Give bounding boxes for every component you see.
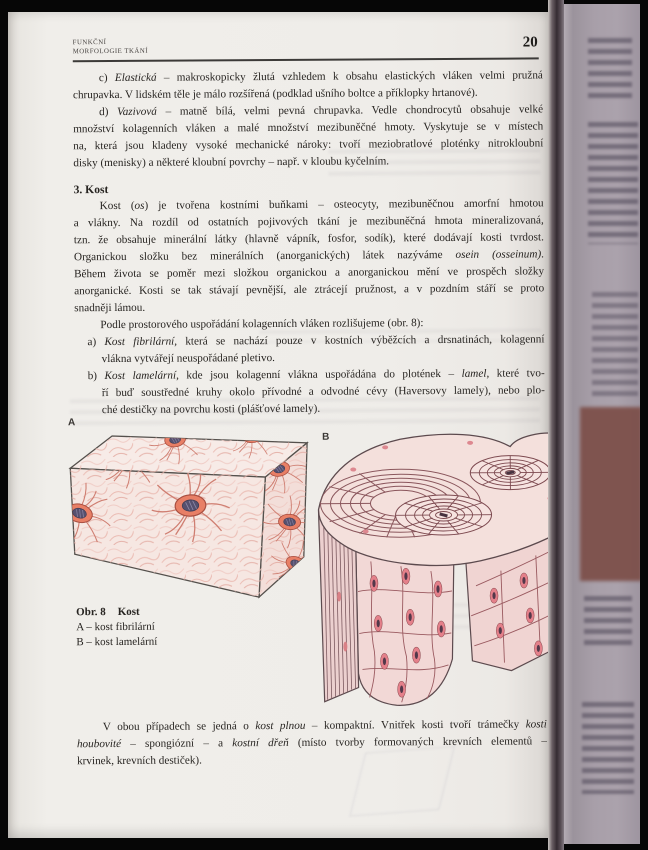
- blurred-figure: [580, 407, 642, 581]
- caption-legend-a: A – kost fibrilární: [76, 620, 155, 634]
- running-header-line1: FUNKČNÍ: [72, 39, 107, 47]
- bone-illustration: [55, 410, 552, 723]
- text-line: množství kolagenních vláken a malé množství mezibuněčné hmoty. Vyskytuje se v místech: [73, 120, 544, 136]
- text-line: chrupavka. V lidském těle je málo rozšířená (podklad ušního boltce a příklopky hrtanové).: [72, 86, 478, 102]
- text-line: krvinek, krevních destiček).: [77, 754, 202, 768]
- caption-name: Kost: [117, 605, 140, 618]
- photo-black-edge: [640, 0, 648, 850]
- section-heading: 3. Kost: [73, 183, 109, 197]
- blurred-text-lines: [582, 702, 634, 794]
- lamellar-bone-cylinders: [318, 433, 552, 706]
- header-rule: [73, 57, 539, 61]
- showthrough-text: [259, 328, 541, 343]
- blurred-caption-lines: [584, 596, 632, 648]
- page-content: [5, 10, 550, 839]
- text-line: d) Vazivová – matně bílá, velmi pevná chrupavka. Vedle chondrocytů obsahuje velké: [99, 103, 544, 119]
- text-column: [73, 67, 545, 419]
- running-header: [73, 39, 148, 56]
- text-line: b) Kost lamelární, kde jsou kolagenní vlákna uspořádána do plotének – lamel, které tvo-: [87, 367, 545, 383]
- text-line: Podle prostorového uspořádání kolagenních vláken rozlišujeme (obr. 8):: [100, 317, 424, 332]
- text-line: V obou případech se jedná o kost plnou – kompaktní. Vnitřek kosti tvoří trámečky kosti: [102, 718, 547, 734]
- text-line: a) Kost fibrilární, která se nachází pouze v kostních výběžcích a drsnatinách, kolagenní: [87, 333, 545, 349]
- caption-title: [76, 605, 157, 620]
- book-gutter-shadow: [548, 0, 564, 850]
- book-page: [8, 12, 548, 838]
- text-line: c) Elastická – makroskopicky žlutá vzhledem k obsahu elastických vláken velmi pružná: [98, 69, 543, 85]
- figure-caption: [76, 605, 157, 650]
- caption-legend-b: B – kost lamelární: [76, 635, 158, 649]
- text-line: tzn. že obsahuje minerální látky (hlavně vápník, fosfor, sodík), které dodávají kosti tvrdost.: [73, 231, 544, 247]
- opposing-page: [564, 4, 640, 844]
- running-header-line2: MORFOLOGIE TKÁNÍ: [72, 47, 149, 55]
- text-line: Kost (os) je tvořena kostními buňkami – osteocyty, mezibuněčnou amorfní hmotou: [99, 197, 544, 213]
- blurred-text-lines: [588, 38, 632, 104]
- text-line: Organickou složku bez minerálních (anorganických) látek nazýváme osein (osseinum).: [73, 248, 544, 264]
- page-number: 20: [522, 34, 538, 51]
- showthrough-text: [328, 148, 540, 176]
- text-line: a vlákny. Na rozdíl od ostatních pojivových tkání je mezibuněčná hmota mineralizovaná,: [73, 214, 544, 230]
- text-line: vlákna vytvářejí neuspořádané pletivo.: [101, 352, 275, 366]
- text-line: houbovité – spongiózní – a kostní dřeň (místo tvorby formovaných krevních elementů –: [76, 735, 547, 751]
- paragraph-kost: [74, 195, 545, 317]
- text-line: disky (menisky) a některé kloubní povrchy – např. v kloubu kyčelním.: [73, 155, 390, 170]
- figure-label-b: B: [322, 431, 330, 443]
- text-line: anorganické. Kosti se tak stávají pevnější, ale ztrácejí pružnost, a v pozdním stáří se proto: [74, 282, 545, 298]
- fibrillar-bone-block: [55, 410, 329, 598]
- text-line: Během života se poměr mezi složkou organickou a anorganickou mění ve prospěch složky: [74, 265, 545, 281]
- figure-label-a: A: [67, 417, 76, 429]
- text-line: na, která jsou kladeny vysoké mechanické nároky: tvoří meziobratlové ploténky nitrokloubní: [73, 137, 544, 153]
- blurred-text-lines: [592, 292, 638, 396]
- text-line: snadněji lámou.: [74, 301, 146, 315]
- paragraph-c: [73, 67, 543, 104]
- figure-8: [55, 410, 552, 723]
- paragraph-bottom: [77, 716, 547, 770]
- text-line: ří buď soustředné kruhy okolo přívodné a odvodné cévy (Haversovy lamely), nebo plo-: [101, 384, 545, 400]
- blurred-text-lines: [588, 122, 638, 244]
- caption-number: Obr. 8: [76, 606, 106, 619]
- text-line: ché destičky na povrchu kosti (plášťové lamely).: [101, 402, 321, 417]
